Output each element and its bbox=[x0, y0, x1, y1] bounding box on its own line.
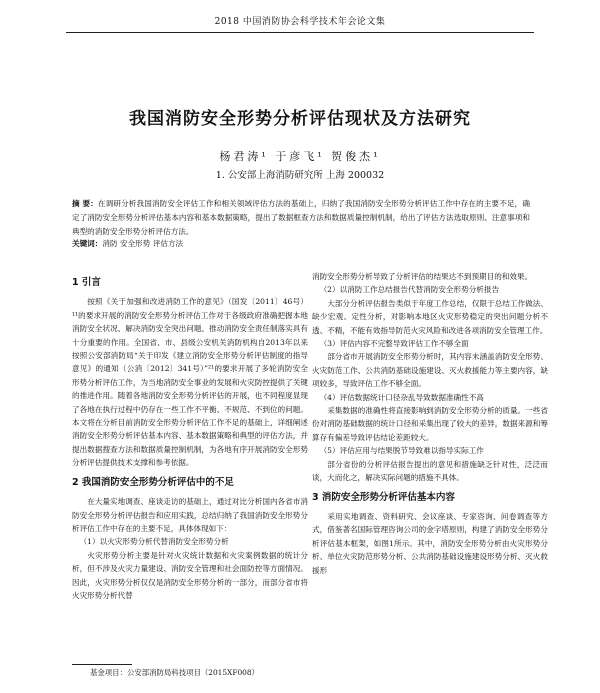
right-column bbox=[312, 270, 548, 577]
paragraph: 部分省市开展消防安全形势分析时，其内容未涵盖消防安全形势、火灾防范工作、公共消防基础设施建设、灭火救援能力等主要内容，缺项较多，导致评估工作不够全面。 bbox=[312, 352, 548, 389]
keywords bbox=[72, 238, 530, 249]
paragraph: 大部分分析评估报告类似于年度工作总结，仅限于总结工作做法、缺少宏观、定性分析，对影响本地区火灾形势稳定的突出问题分析不透、不精，不能有效指导防范火灾风险和改进各项消防安全管理工作。 bbox=[312, 298, 548, 335]
paragraph: 部分省份的分析评估报告提出的意见和措施缺乏针对性，泛泛而谈，大而化之，解决实际问题的措施不具体。 bbox=[312, 459, 548, 483]
paragraph: 火灾形势分析主要是针对火灾统计数据和火灾案例数据的统计分析，但不涉及火灾力量建设、消防安全管理和社会面防控等方面情况。因此，火灾形势分析仅仅是消防安全形势分析的一部分，而部分省市将火灾形势分析代替 bbox=[72, 550, 308, 600]
paragraph: 在大量实地调查、座谈走访的基础上，通过对比分析国内各省市消防安全形势分析评估报告和应用实践，总结归纳了我国消防安全形势分析评估工作中存在的主要不足，具体体现如下： bbox=[72, 497, 308, 533]
subheading: （1）以火灾形势分析代替消防安全形势分析 bbox=[79, 537, 229, 547]
subheading: （2）以消防工作总结报告代替消防安全形势分析报告 bbox=[319, 285, 500, 295]
left-column bbox=[72, 270, 308, 602]
running-head: 2018 中国消防协会科学技术年会论文集 bbox=[214, 17, 386, 27]
abstract bbox=[72, 197, 530, 239]
subheading: （5）评估应用与结果脱节导致难以指导实际工作 bbox=[319, 446, 484, 456]
header-rule bbox=[66, 32, 534, 33]
subheading: （3）评估内容不完整导致评估工作不够全面 bbox=[319, 339, 469, 349]
footnote: 基金项目：公安部消防局科技项目（2015XF008） bbox=[90, 668, 259, 677]
section-heading-2: 2 我国消防安全形势分析评估中的不足 bbox=[72, 476, 234, 488]
paragraph: 采集数据的准确性将直接影响到消防安全形势分析的质量。一些省份对消防基础数据的统计口径和采集出现了较大的差异，数据来源和筹算存有偏差导致评估结论差距较大。 bbox=[312, 406, 548, 442]
subheading: （4）评估数据统计口径杂乱导致数据准确性不高 bbox=[319, 392, 484, 402]
paragraph: 消防安全形势分析导致了分析评估的结果达不到预期目的和效果。 bbox=[312, 272, 533, 281]
abstract-label: 摘 要： bbox=[72, 199, 98, 208]
keywords-text: 消防 安全形势 评估方法 bbox=[102, 239, 184, 248]
abstract-text: 在调研分析我国消防安全评估工作和相关领域评估方法的基础上，归纳了我国消防安全形势分析评估工作中存在的主要不足，确定了消防安全形势分析评估基本内容和基本数据策略，提出了数据框查方法和数据质量控制机制，给出了评估方法选取原则、注意事项和典型的消防安全形势分析评估方法。 bbox=[72, 199, 530, 236]
section-heading-1: 1 引言 bbox=[72, 277, 101, 288]
keywords-label: 关键词： bbox=[72, 239, 103, 248]
paragraph: 按照《关于加强和改进消防工作的意见》（国发〔2011〕46号）¹¹的要求开展的消防安全形势分析评估工作对于各级政府准确把握本地消防安全状况、解决消防安全突出问题、推动消防安全责任制落实具有十分重要的作用。全国省、市、县级公安机关消防机构自2013年以来按照公安部消防局“关于印发《建立消防安全形势分析评估制度的指导意见》的通知（公消〔2012〕341号）”²¹的要求开展了多轮消防安全形势分析评估工作，为当地消防安全事业的发展和火灾防控提供了关键的推进作用。随着各地消防安全形势分析评估的开展，也不同程度显现了各地在执行过程中仍存在一些工作不平衡、不规范、不到位的问题。本文将在分析目前消防安全形势分析评估工作不足的基础上，详细阐述消防安全形势分析评估基本内容、基本数据策略和典型的评估方法，并提出数据搜查方法和数据质量控制机制，为各地有序开展消防安全形势分析评估提供技术支撑和参考依据。 bbox=[72, 297, 308, 468]
paper-title: 我国消防安全形势分析评估现状及方法研究 bbox=[129, 109, 471, 129]
authors: 杨君涛¹ 于彦飞¹ 贺俊杰¹ bbox=[219, 150, 381, 163]
paragraph: 采用实地调查、资料研究、会议座谈、专家咨询、问卷调查等方式，借鉴著名国际管理咨询公司的金字塔原则，构建了消防安全形势分析评估基本框架，如图1所示。其中，消防安全形势分析由火灾形势分析、单位火灾防范形势分析、公共消防基础设施建设形势分析、灭火救援形 bbox=[312, 511, 548, 575]
footnote-rule bbox=[72, 664, 132, 665]
section-heading-3: 3 消防安全形势分析评估基本内容 bbox=[312, 491, 455, 503]
affiliation: 1. 公安部上海消防研究所 上海 200032 bbox=[215, 170, 385, 181]
